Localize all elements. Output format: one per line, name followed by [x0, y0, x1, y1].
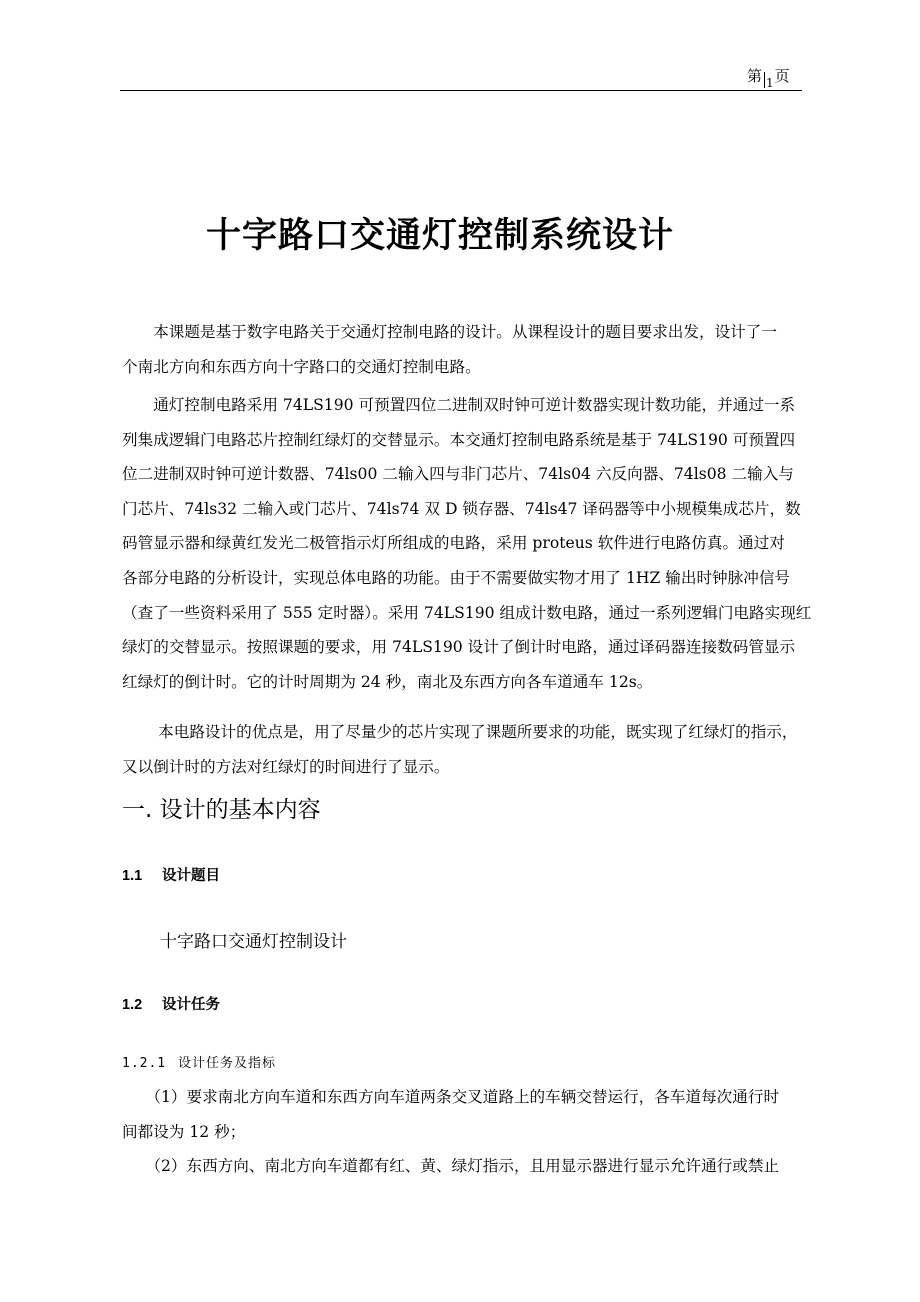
page-header: [747, 67, 790, 90]
text-line: （1）要求南北方向车道和东西方向车道两条交叉道路上的车辆交替运行，各车道每次通行时: [122, 1088, 780, 1106]
subsection-number: 1.2: [122, 997, 143, 1013]
text-line: 红绿灯的倒计时。它的计时周期为 24 秒，南北及东西方向各车道通车 12s。: [122, 672, 653, 691]
abstract-paragraph-3: [122, 715, 812, 784]
abstract-paragraph-1: [122, 315, 812, 384]
text-line: 门芯片、74ls32 二输入或门芯片、74ls74 双 D 锁存器、74ls47 译码器等中小规模集成芯片，数: [122, 499, 801, 518]
subsection-title: 设计任务: [162, 997, 220, 1013]
text-line: 码管显示器和绿黄红发光二极管指示灯所组成的电路，采用 proteus 软件进行电路仿真。通过对: [122, 534, 785, 553]
design-topic: 十字路口交通灯控制设计: [160, 932, 347, 952]
page-number: 1: [766, 76, 774, 90]
abstract-paragraph-2: [122, 388, 812, 699]
text-line: 个南北方向和东西方向十字路口的交通灯控制电路。: [122, 357, 481, 376]
header-rule: [120, 90, 802, 91]
text-line: 本电路设计的优点是，用了尽量少的芯片实现了课题所要求的功能，既实现了红绿灯的指示，: [122, 723, 798, 741]
text-line: 本课题是基于数字电路关于交通灯控制电路的设计。从课程设计的题目要求出发，设计了一: [122, 323, 777, 341]
text-line: 位二进制双时钟可逆计数器、74ls00 二输入四与非门芯片、74ls04 六反向器、74ls08 二输入与: [122, 465, 794, 484]
page-header-suffix: 页: [774, 67, 790, 85]
subsubsection-heading-1-2-1: [122, 1055, 276, 1073]
subsubsection-number: 1.2.1: [122, 1056, 167, 1071]
task-list: [122, 1080, 812, 1184]
subsection-number: 1.1: [122, 868, 143, 884]
text-line: （2）东西方向、南北方向车道都有红、黄、绿灯指示，且用显示器进行显示允许通行或禁止: [122, 1157, 780, 1176]
page-header-prefix: 第: [747, 67, 763, 85]
subsection-heading-1-1: [122, 866, 220, 886]
text-line: 间都设为 12 秒；: [122, 1122, 246, 1141]
subsection-title: 设计题目: [162, 868, 220, 884]
text-line: 列集成逻辑门电路芯片控制红绿灯的交替显示。本交通灯控制电路系统是基于 74LS190 可预置四: [122, 430, 796, 449]
text-line: 通灯控制电路采用 74LS190 可预置四位二进制双时钟可逆计数器实现计数功能，并通过一系: [122, 396, 796, 414]
subsection-heading-1-2: [122, 995, 220, 1015]
text-line: 各部分电路的分析设计，实现总体电路的功能。由于不需要做实物才用了 1HZ 输出时钟脉冲信号: [122, 568, 791, 587]
subsubsection-title: 设计任务及指标: [178, 1056, 277, 1071]
text-line: （查了一些资料采用了 555 定时器）。采用 74LS190 组成计数电路，通过一系列逻辑门电路实现红: [122, 603, 812, 622]
document-title: 十字路口交通灯控制系统设计: [205, 216, 674, 256]
section-heading-1: 一. 设计的基本内容: [122, 797, 321, 823]
text-line: 绿灯的交替显示。按照课题的要求，用 74LS190 设计了倒计时电路，通过译码器连接数码管显示: [122, 638, 796, 657]
text-line: 又以倒计时的方法对红绿灯的时间进行了显示。: [122, 757, 450, 776]
